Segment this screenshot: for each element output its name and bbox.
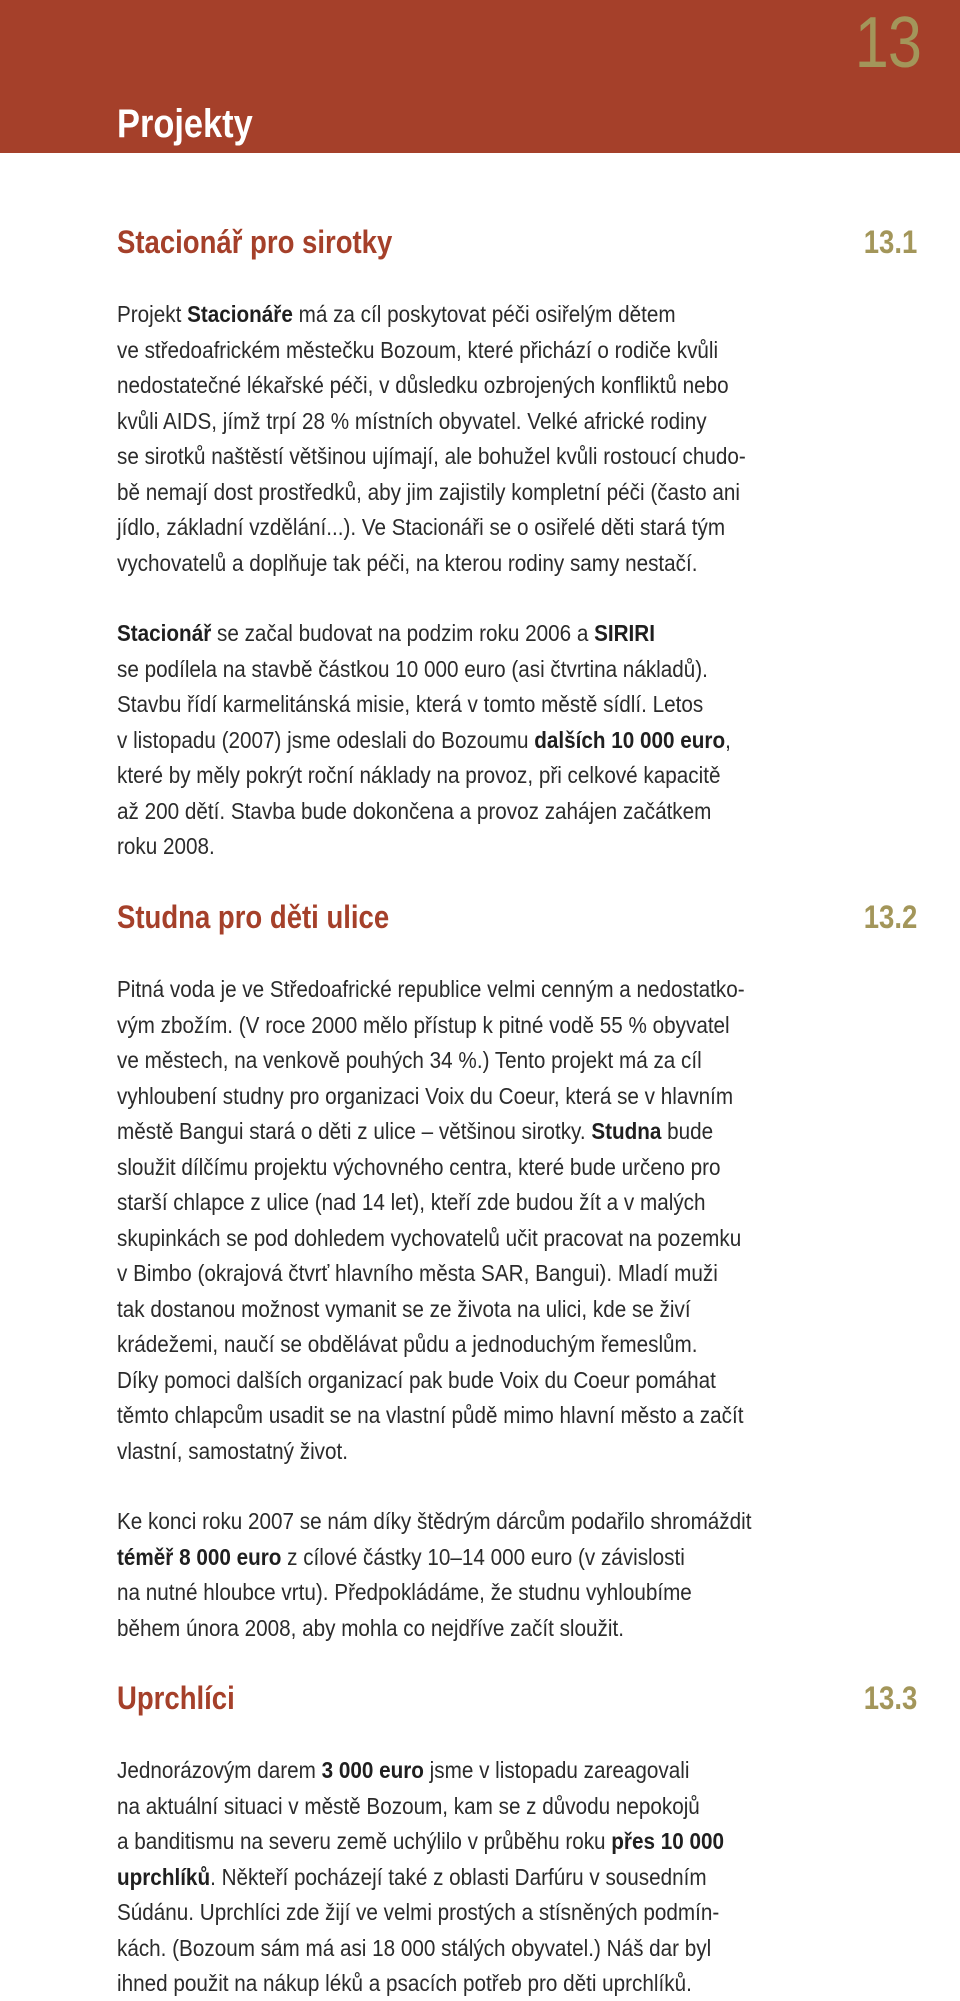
text-run: bude — [661, 1118, 714, 1144]
section-title: Uprchlíci — [117, 1680, 235, 1716]
section-number: 13.3 — [863, 1680, 917, 1716]
text-line — [117, 1860, 768, 1896]
text-line — [117, 1079, 768, 1115]
bold-text: přes 10 000 — [611, 1828, 724, 1854]
text-run: z cílové částky 10–14 000 euro (v závislosti — [281, 1543, 685, 1570]
text-run: roku 2008. — [117, 833, 215, 859]
text-run: Ke konci roku 2007 se nám díky štědrým dárcům podařilo shromáždit — [117, 1508, 752, 1534]
text-line — [117, 652, 768, 688]
text-line — [117, 1327, 768, 1363]
text-line — [117, 546, 768, 582]
text-line — [117, 1363, 768, 1399]
text-line — [117, 1611, 768, 1647]
text-run: se začal budovat na podzim roku 2006 a — [211, 620, 595, 646]
paragraph — [117, 1504, 857, 1646]
text-line — [117, 510, 768, 546]
section-number: 13.2 — [863, 899, 917, 935]
text-line — [117, 1256, 768, 1292]
text-line — [117, 1824, 768, 1860]
section-number: 13.1 — [863, 224, 917, 260]
paragraph — [117, 972, 857, 1469]
section-heading — [117, 899, 917, 939]
text-line — [117, 1434, 768, 1470]
text-line — [117, 439, 768, 475]
text-run: tak dostanou možnost vymanit se ze života na ulici, kde se živí — [117, 1295, 691, 1322]
section-title: Stacionář pro sirotky — [117, 224, 393, 260]
text-line — [117, 794, 768, 830]
bold-text: uprchlíků — [117, 1863, 211, 1890]
paragraph — [117, 1753, 857, 2001]
text-line — [117, 687, 768, 723]
text-line — [117, 758, 768, 794]
paragraph — [117, 297, 857, 581]
text-run: kách. (Bozoum sám má asi 18 000 stálých obyvatel.) Náš dar byl — [117, 1934, 712, 1961]
text-run: na aktuální situaci v městě Bozoum, kam se z důvodu nepokojů — [117, 1792, 700, 1819]
text-line — [117, 1221, 768, 1257]
chapter-title: Projekty — [117, 102, 253, 146]
text-run: ve středoafrickém městečku Bozoum, které přichází o rodiče kvůli — [117, 336, 719, 363]
text-run: jídlo, základní vzdělání...). Ve Stacionáři se o osiřelé děti stará tým — [117, 514, 726, 540]
text-line — [117, 1540, 768, 1576]
chapter-banner — [0, 0, 960, 153]
bold-text: Stacionář — [117, 620, 212, 646]
text-line — [117, 723, 768, 759]
text-line — [117, 1150, 768, 1186]
text-run: kvůli AIDS, jímž trpí 28 % místních obyvatel. Velké africké rodiny — [117, 407, 707, 434]
bold-text: 3 000 euro — [321, 1757, 424, 1783]
text-run: vlastní, samostatný život. — [117, 1437, 349, 1464]
text-run: Projekt — [117, 301, 188, 327]
text-run: vyhloubení studny pro organizaci Voix du Coeur, která se v hlavním — [117, 1082, 734, 1109]
text-run: během února 2008, aby mohla co nejdříve začít sloužit. — [117, 1614, 624, 1641]
text-run: až 200 dětí. Stavba bude dokončena a provoz zahájen začátkem — [117, 797, 712, 824]
text-run: krádežemi, naučí se obdělávat půdu a jednoduchým řemeslům. — [117, 1331, 698, 1357]
text-line — [117, 1292, 768, 1328]
text-line — [117, 1966, 768, 2001]
text-run: nedostatečné lékařské péči, v důsledku ozbrojených konfliktů nebo — [117, 372, 729, 398]
text-line — [117, 1398, 768, 1434]
chapter-number: 13 — [854, 3, 921, 83]
text-run: ve městech, na venkově pouhých 34 %.) Tento projekt má za cíl — [117, 1047, 702, 1073]
text-line — [117, 1789, 768, 1825]
text-run: . Někteří pocházejí také z oblasti Darfúru v sousedním — [210, 1863, 707, 1890]
text-run: bě nemají dost prostředků, aby jim zajistily kompletní péči (často ani — [117, 478, 740, 505]
text-run: se sirotků naštěstí většinou ujímají, ale bohužel kvůli rostoucí chudo- — [117, 443, 746, 469]
text-run: Pitná voda je ve Středoafrické republice velmi cenným a nedostatko- — [117, 976, 745, 1002]
text-line — [117, 475, 768, 511]
bold-text: Studna — [591, 1118, 662, 1144]
text-run: těmto chlapcům usadit se na vlastní půdě mimo hlavní město a začít — [117, 1402, 744, 1428]
text-run: na nutné hloubce vrtu). Předpokládáme, že studnu vyhloubíme — [117, 1579, 692, 1605]
text-line — [117, 829, 768, 865]
text-line — [117, 1931, 768, 1967]
bold-text: SIRIRI — [594, 620, 655, 646]
text-run: v listopadu (2007) jsme odeslali do Bozoumu — [117, 726, 535, 753]
paragraph — [117, 616, 857, 865]
text-line — [117, 1575, 768, 1611]
text-run: vychovatelů a doplňuje tak péči, na kterou rodiny samy nestačí. — [117, 549, 698, 576]
bold-text: dalších 10 000 euro — [534, 726, 726, 753]
text-line — [117, 1895, 768, 1931]
text-run: v Bimbo (okrajová čtvrť hlavního města SAR, Bangui). Mladí muži — [117, 1260, 718, 1286]
text-line — [117, 616, 768, 652]
section-heading — [117, 224, 917, 264]
text-line — [117, 1504, 768, 1540]
text-line — [117, 1043, 768, 1079]
text-run: ihned použit na nákup léků a psacích potřeb pro děti uprchlíků. — [117, 1970, 692, 1996]
text-line — [117, 368, 768, 404]
section-title: Studna pro děti ulice — [117, 899, 390, 935]
text-line — [117, 333, 768, 369]
text-run: jsme v listopadu zareagovali — [423, 1757, 690, 1783]
text-run: vým zbožím. (V roce 2000 mělo přístup k pitné vodě 55 % obyvatel — [117, 1011, 730, 1038]
text-run: starší chlapce z ulice (nad 14 let), kteří zde budou žít a v malých — [117, 1189, 706, 1215]
text-line — [117, 1753, 768, 1789]
text-line — [117, 972, 768, 1008]
text-run: se podílela na stavbě částkou 10 000 euro (asi čtvrtina nákladů). — [117, 655, 708, 682]
text-run: skupinkách se pod dohledem vychovatelů učit pracovat na pozemku — [117, 1224, 742, 1251]
text-line — [117, 297, 768, 333]
text-line — [117, 404, 768, 440]
text-run: Jednorázovým darem — [117, 1757, 322, 1783]
text-run: sloužit dílčímu projektu výchovného centra, které bude určeno pro — [117, 1153, 721, 1180]
text-line — [117, 1114, 768, 1150]
text-run: Díky pomoci dalších organizací pak bude Voix du Coeur pomáhat — [117, 1366, 716, 1393]
text-line — [117, 1185, 768, 1221]
text-run: Súdánu. Uprchlíci zde žijí ve velmi prostých a stísněných podmín- — [117, 1899, 720, 1925]
text-run: a banditismu na severu země uchýlilo v průběhu roku — [117, 1828, 612, 1854]
section-heading — [117, 1680, 917, 1720]
bold-text: Stacionáře — [187, 301, 293, 327]
text-run: Stavbu řídí karmelitánská misie, která v tomto městě sídlí. Letos — [117, 691, 704, 717]
text-run: , — [725, 726, 731, 753]
text-line — [117, 1008, 768, 1044]
bold-text: téměř 8 000 euro — [117, 1543, 282, 1570]
text-run: má za cíl poskytovat péči osiřelým dětem — [292, 301, 676, 327]
text-run: městě Bangui stará o děti z ulice – většinou sirotky. — [117, 1118, 592, 1144]
text-run: které by měly pokrýt roční náklady na provoz, při celkové kapacitě — [117, 762, 721, 788]
